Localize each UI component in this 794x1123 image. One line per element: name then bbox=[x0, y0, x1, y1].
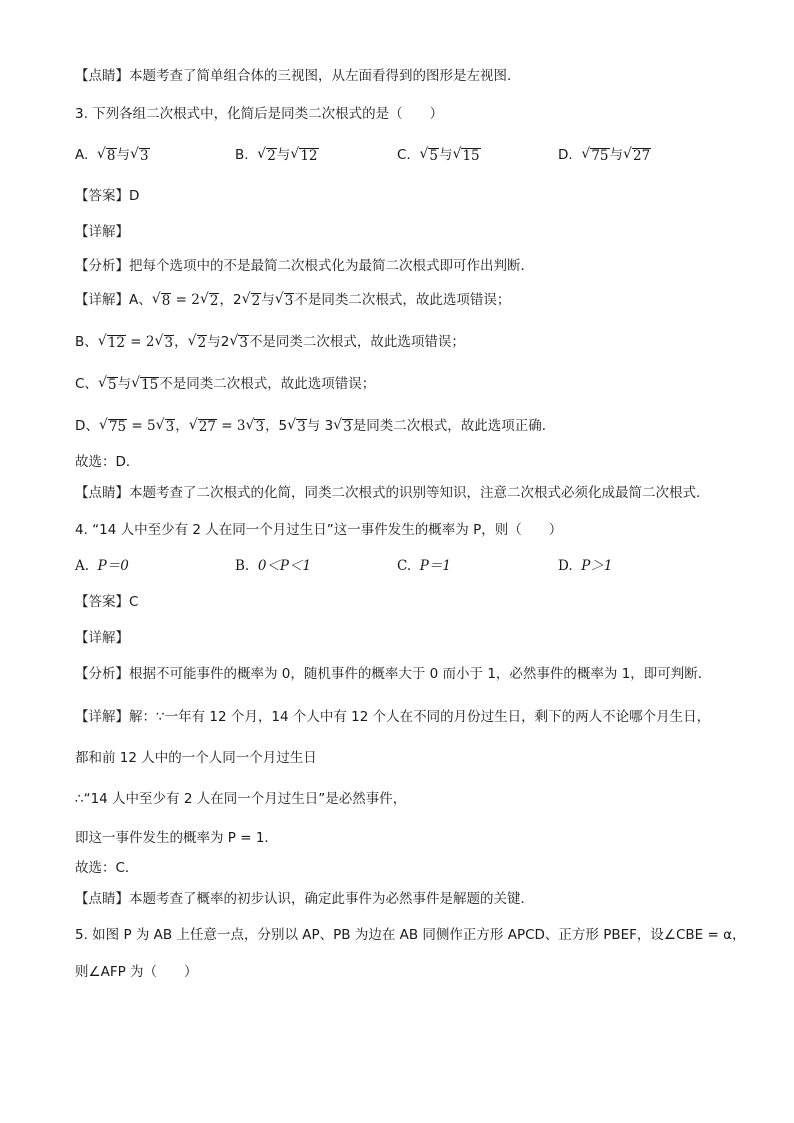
text-fragment: P＝0 bbox=[97, 558, 129, 574]
text-fragment: D. bbox=[558, 558, 573, 574]
text-fragment: ， bbox=[174, 334, 188, 350]
text-fragment: = 5 bbox=[127, 418, 156, 434]
text-fragment: ，5 bbox=[265, 418, 288, 434]
q3-answer: 【答案】D bbox=[75, 188, 140, 204]
text-fragment: D. bbox=[558, 147, 573, 163]
sqrt: √ 75 bbox=[98, 417, 127, 435]
text-fragment: 27 bbox=[633, 148, 651, 164]
text-fragment: 与 bbox=[276, 147, 291, 163]
text-fragment: 5 bbox=[429, 148, 438, 164]
text-fragment: 2 bbox=[251, 293, 261, 309]
text-fragment: 3 bbox=[164, 335, 174, 351]
q3-detail-a bbox=[75, 290, 510, 310]
text-fragment: P＞1 bbox=[581, 558, 613, 574]
text-fragment: 2 bbox=[267, 148, 276, 164]
q4-option-a bbox=[75, 556, 129, 576]
text-fragment: C. bbox=[397, 558, 412, 574]
q4-detail-1: 【详解】解：∵一年有 12 个月，14 个人中有 12 个人在不同的月份过生日，剩下的两人不论哪个月生日， bbox=[75, 709, 711, 725]
text-fragment: 3 bbox=[165, 419, 175, 435]
text-fragment: 12 bbox=[107, 335, 125, 351]
text-fragment: P＝1 bbox=[419, 558, 451, 574]
text-fragment: 与2 bbox=[207, 334, 230, 350]
text-fragment: 与 bbox=[116, 147, 131, 163]
q3-option-a: A. √ 8 与 √ 3 bbox=[75, 146, 149, 164]
text-fragment: C. bbox=[397, 147, 411, 163]
sqrt: √ 5 bbox=[419, 146, 438, 164]
sqrt: √ 8 bbox=[96, 146, 116, 164]
q3-analysis: 【分析】把每个选项中的不是最简二次根式化为最简二次根式即可作出判断． bbox=[75, 258, 534, 274]
text-fragment: 2 bbox=[209, 293, 219, 309]
text-fragment: B. bbox=[235, 558, 250, 574]
q3-detail-b bbox=[75, 332, 465, 352]
text-fragment: ，2 bbox=[219, 292, 242, 308]
sqrt: √ 12 bbox=[290, 146, 318, 164]
q3-stem: 3. 下列各组二次根式中，化简后是同类二次根式的是（ ） bbox=[75, 106, 444, 122]
q3-detail-c bbox=[75, 374, 375, 394]
text-fragment: 8 bbox=[106, 148, 116, 164]
sqrt: √ 27 bbox=[623, 146, 651, 164]
text-fragment: 12 bbox=[300, 148, 318, 164]
sqrt: √ 3 bbox=[130, 146, 149, 164]
q5-line-2: 则∠AFP 为（ ） bbox=[75, 964, 198, 980]
text-fragment: 与 bbox=[438, 147, 453, 163]
q4-analysis: 【分析】根据不可能事件的概率为 0，随机事件的概率大于 0 而小于 1，必然事件的概率为 1，即可判断． bbox=[75, 666, 712, 682]
text-fragment: B、 bbox=[75, 334, 98, 350]
sqrt: √ 8 bbox=[151, 291, 171, 309]
text-fragment: 3 bbox=[284, 293, 294, 309]
sqrt: √ 2 bbox=[257, 146, 276, 164]
text-fragment: 3 bbox=[255, 419, 265, 435]
q4-answer: 【答案】C bbox=[75, 594, 139, 610]
sqrt: √ 75 bbox=[581, 146, 609, 164]
text-fragment: B. bbox=[235, 147, 249, 163]
text-fragment: 3 bbox=[343, 419, 352, 435]
text-fragment: 不是同类二次根式，故此选项错误； bbox=[159, 376, 376, 392]
text-fragment: 与 bbox=[261, 292, 275, 308]
sqrt: √ 3 bbox=[155, 417, 175, 435]
sqrt: √ 5 bbox=[97, 375, 117, 393]
text-fragment: 3 bbox=[297, 419, 306, 435]
q4-detail-2: 都和前 12 人中的一个人同一个月过生日 bbox=[75, 750, 317, 766]
sqrt: √ 2 bbox=[187, 333, 207, 351]
sqrt: √ 15 bbox=[131, 375, 159, 393]
sqrt: √ 2 bbox=[241, 291, 261, 309]
q4-comment: 【点睛】本题考查了概率的初步认识，确定此事件为必然事件是解题的关键． bbox=[75, 891, 534, 907]
text-fragment: A. bbox=[75, 558, 90, 574]
sqrt: √ 2 bbox=[199, 291, 219, 309]
sqrt: √ 15 bbox=[452, 146, 480, 164]
text-fragment: 是同类二次根式，故此选项正确． bbox=[352, 418, 556, 434]
text-fragment: 27 bbox=[198, 419, 216, 435]
q4-option-d bbox=[558, 556, 612, 576]
text-fragment: = 3 bbox=[216, 418, 246, 434]
text-fragment: 75 bbox=[591, 148, 609, 164]
sqrt: √ 3 bbox=[154, 333, 174, 351]
text-fragment: D、 bbox=[75, 418, 99, 434]
text-fragment: C、 bbox=[75, 376, 98, 392]
q5-line-1: 5. 如图 P 为 AB 上任意一点，分别以 AP、PB 为边在 AB 同侧作正方形 APCD、正方形 PBEF，设∠CBE = α， bbox=[75, 927, 746, 943]
text-fragment: 不是同类二次根式，故此选项错误； bbox=[294, 292, 511, 308]
sqrt: √ 3 bbox=[229, 333, 248, 351]
q4-detail-3: ∴“14 人中至少有 2 人在同一个月过生日”是必然事件， bbox=[75, 791, 407, 807]
text-fragment: 0＜P＜1 bbox=[257, 558, 312, 574]
q3-choose: 故选：D． bbox=[75, 454, 140, 470]
sqrt: √ 3 bbox=[245, 417, 265, 435]
q4-detail-4: 即这一事件发生的概率为 P = 1． bbox=[75, 830, 278, 846]
sqrt: √ 27 bbox=[188, 417, 216, 435]
text-fragment: ， bbox=[175, 418, 189, 434]
q3-detail-header: 【详解】 bbox=[75, 224, 129, 240]
text-fragment: = 2 bbox=[171, 292, 200, 308]
text-fragment: 8 bbox=[161, 293, 171, 309]
q3-detail-d bbox=[75, 416, 555, 436]
q3-option-c bbox=[397, 145, 481, 165]
q3-option-d bbox=[558, 145, 651, 165]
sqrt: √ 3 bbox=[333, 417, 352, 435]
q3-comment: 【点睛】本题考查了二次根式的化简，同类二次根式的识别等知识，注意二次根式必须化成最简二次根式． bbox=[75, 485, 710, 501]
text-fragment: 15 bbox=[141, 377, 159, 393]
text-fragment: 3 bbox=[140, 148, 149, 164]
q4-stem: 4. “14 人中至少有 2 人在同一个月过生日”这一事件发生的概率为 P，则（ ） bbox=[75, 522, 563, 538]
q2-comment: 【点睛】本题考查了简单组合体的三视图，从左面看得到的图形是左视图． bbox=[75, 68, 521, 84]
sqrt: √ 3 bbox=[274, 291, 294, 309]
text-fragment: 与 3 bbox=[306, 418, 334, 434]
q3-option-b bbox=[235, 145, 319, 165]
text-fragment: 不是同类二次根式，故此选项错误； bbox=[248, 334, 465, 350]
text-fragment: = 2 bbox=[125, 334, 155, 350]
text-fragment: 5 bbox=[107, 377, 117, 393]
q4-detail-header: 【详解】 bbox=[75, 630, 129, 646]
sqrt: √ 12 bbox=[97, 333, 125, 351]
text-fragment: 15 bbox=[462, 148, 480, 164]
q4-choose: 故选：C． bbox=[75, 860, 139, 876]
q4-option-c bbox=[397, 556, 451, 576]
text-fragment: 3 bbox=[239, 335, 248, 351]
text-fragment: 2 bbox=[197, 335, 207, 351]
text-fragment: 75 bbox=[108, 419, 127, 435]
text-fragment: 与 bbox=[117, 376, 132, 392]
sqrt: √ 3 bbox=[287, 417, 306, 435]
q4-option-b bbox=[235, 556, 311, 576]
text-fragment: 【详解】A、 bbox=[75, 292, 152, 308]
text-fragment: 与 bbox=[609, 147, 623, 163]
